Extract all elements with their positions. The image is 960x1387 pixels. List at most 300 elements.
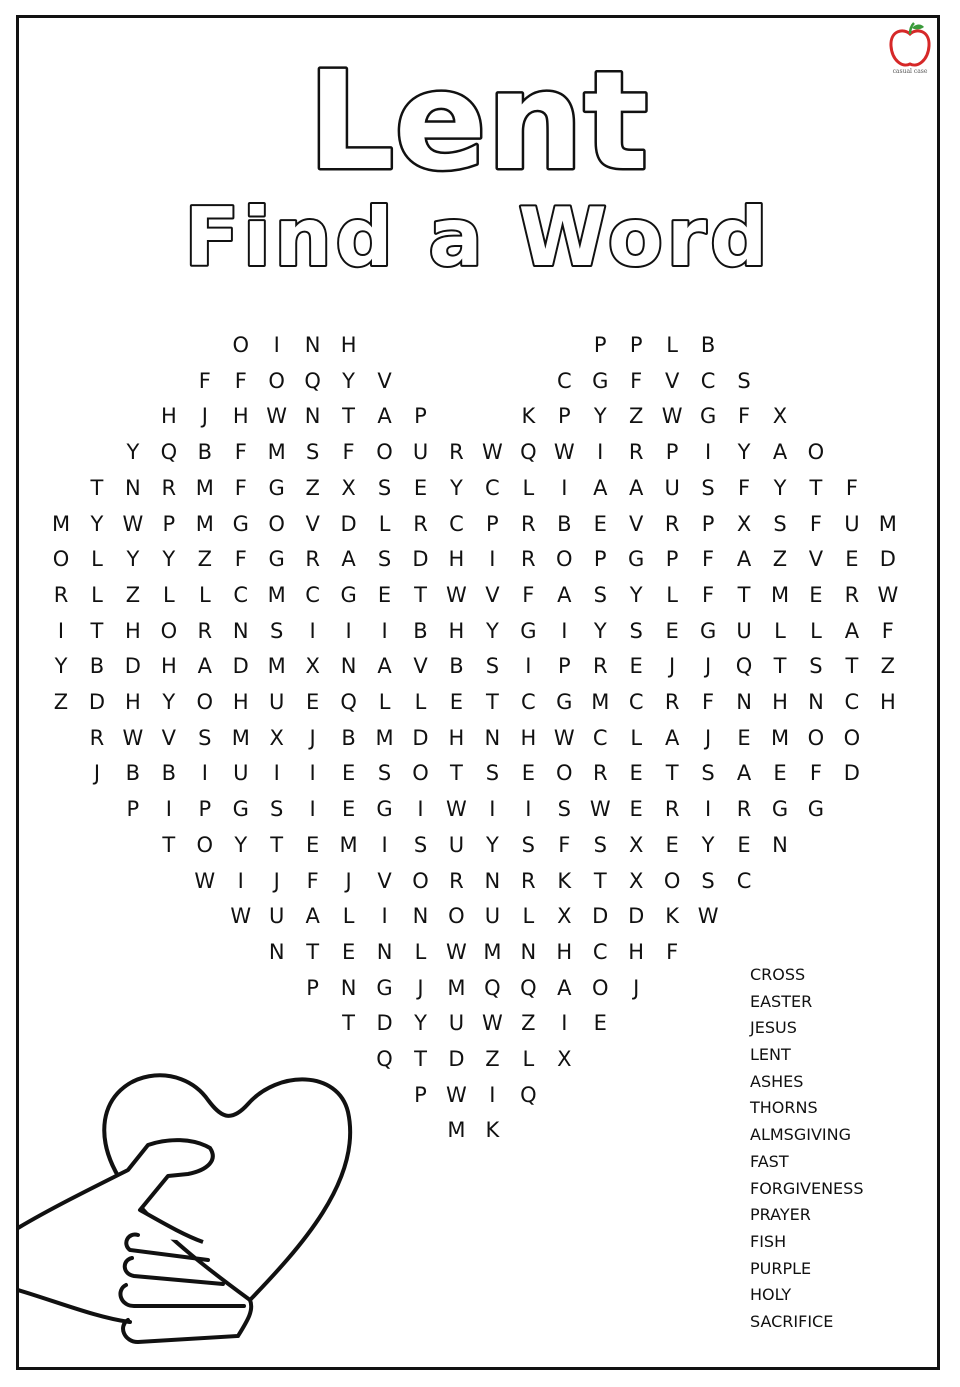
grid-letter: T	[270, 832, 284, 857]
grid-letter: G	[376, 797, 393, 822]
grid-letter: P	[198, 797, 212, 822]
word-list-item: PURPLE	[750, 1258, 812, 1278]
grid-letter: I	[489, 1082, 496, 1107]
grid-letter: C	[628, 690, 644, 714]
grid-letter: H	[124, 618, 141, 643]
grid-letter: P	[629, 333, 643, 357]
grid-letter: E	[449, 690, 464, 714]
grid-letter: I	[561, 1011, 568, 1036]
grid-letter: B	[197, 440, 212, 465]
page-title: Lent	[307, 43, 649, 201]
grid-letter: I	[704, 797, 712, 822]
grid-letter: U	[412, 440, 429, 465]
grid-letter: S	[377, 475, 392, 500]
grid-letter: N	[232, 618, 249, 643]
grid-letter: Q	[376, 1047, 393, 1071]
grid-letter: E	[593, 1011, 607, 1036]
grid-letter: Q	[160, 440, 178, 465]
grid-letter: S	[701, 761, 715, 786]
grid-letter: Y	[485, 618, 499, 643]
grid-letter: Z	[125, 582, 141, 607]
grid-letter: S	[485, 654, 500, 679]
grid-letter: E	[377, 582, 392, 607]
grid-letter: K	[665, 904, 680, 929]
grid-letter: H	[556, 939, 573, 964]
grid-letter: C	[485, 475, 500, 500]
grid-letter: N	[340, 975, 357, 1000]
grid-letter: E	[629, 761, 643, 786]
word-list-item: HOLY	[750, 1285, 792, 1305]
grid-letter: J	[633, 975, 640, 1000]
grid-letter: L	[198, 582, 211, 607]
grid-letter: Y	[162, 547, 176, 572]
grid-letter: P	[126, 797, 140, 822]
grid-letter: R	[592, 761, 608, 786]
grid-letter: B	[700, 333, 716, 357]
grid-letter: I	[345, 618, 352, 643]
grid-letter: W	[230, 904, 252, 929]
grid-letter: H	[448, 725, 465, 750]
grid-letter: Z	[197, 547, 212, 572]
grid-letter: L	[522, 1047, 535, 1071]
grid-letter: R	[89, 725, 105, 750]
grid-letter: X	[772, 404, 788, 429]
grid-letter: O	[448, 904, 465, 929]
grid-letter: M	[878, 511, 897, 536]
grid-letter: Y	[234, 832, 248, 857]
grid-letter: C	[233, 582, 249, 607]
grid-letter: N	[340, 654, 357, 679]
grid-letter: M	[231, 725, 250, 750]
grid-letter: A	[664, 725, 680, 750]
grid-letter: O	[591, 975, 609, 1000]
grid-letter: I	[57, 618, 65, 643]
grid-letter: L	[774, 618, 786, 643]
word-list-item: SACRIFICE	[750, 1311, 834, 1331]
grid-letter: S	[629, 618, 643, 643]
grid-letter: Y	[593, 404, 607, 429]
grid-letter: C	[305, 582, 320, 607]
grid-letter: F	[522, 582, 535, 607]
grid-letter: R	[305, 547, 320, 572]
grid-letter: P	[557, 654, 571, 679]
grid-letter: I	[597, 440, 604, 465]
grid-letter: J	[273, 868, 280, 893]
grid-letter: P	[306, 975, 319, 1000]
grid-letter: C	[844, 690, 860, 714]
grid-letter: Z	[772, 547, 788, 572]
grid-letter: Z	[53, 690, 69, 714]
grid-letter: H	[232, 404, 249, 429]
grid-letter: M	[591, 690, 610, 714]
grid-letter: E	[413, 475, 428, 500]
grid-letter: Q	[735, 654, 753, 679]
grid-letter: A	[377, 654, 392, 679]
grid-letter: B	[557, 511, 572, 536]
grid-letter: F	[198, 368, 211, 393]
grid-letter: I	[309, 761, 316, 786]
grid-letter: U	[484, 904, 501, 929]
grid-letter: D	[88, 690, 106, 714]
grid-letter: X	[557, 1047, 572, 1071]
grid-letter: B	[161, 761, 177, 786]
grid-letter: H	[628, 939, 645, 964]
grid-letter: J	[93, 761, 101, 786]
grid-letter: W	[446, 939, 467, 964]
grid-letter: S	[270, 797, 284, 822]
grid-letter: W	[482, 440, 503, 465]
grid-letter: W	[122, 511, 144, 536]
grid-letter: E	[341, 939, 356, 964]
grid-letter: C	[592, 939, 608, 964]
grid-letter: J	[669, 654, 676, 679]
grid-letter: G	[232, 511, 249, 536]
grid-letter: G	[268, 547, 285, 572]
grid-letter: T	[593, 868, 607, 893]
grid-letter: S	[701, 868, 715, 893]
grid-letter: A	[629, 475, 644, 500]
grid-letter: S	[737, 368, 751, 393]
grid-letter: G	[520, 618, 537, 643]
grid-letter: S	[809, 654, 823, 679]
grid-letter: W	[446, 582, 467, 607]
grid-letter: H	[520, 725, 537, 750]
grid-letter: N	[772, 832, 788, 857]
grid-letter: I	[309, 618, 316, 643]
grid-letter: Y	[414, 1011, 427, 1036]
grid-letter: R	[521, 868, 536, 893]
grid-letter: Q	[340, 690, 357, 714]
grid-letter: T	[306, 939, 320, 964]
grid-letter: R	[413, 511, 428, 536]
grid-letter: W	[661, 404, 683, 429]
grid-letter: T	[342, 404, 355, 429]
grid-letter: O	[376, 440, 393, 465]
grid-letter: V	[485, 582, 500, 607]
grid-letter: W	[553, 440, 575, 465]
grid-letter: A	[377, 404, 392, 429]
brand-label: casual case	[892, 68, 928, 75]
grid-letter: T	[450, 761, 463, 786]
grid-letter: O	[556, 547, 573, 572]
grid-letter: R	[736, 797, 752, 822]
grid-letter: F	[306, 868, 319, 893]
grid-letter: W	[446, 797, 467, 822]
grid-letter: F	[234, 440, 247, 465]
grid-letter: X	[557, 904, 572, 929]
grid-letter: W	[553, 725, 575, 750]
grid-letter: O	[196, 690, 214, 714]
grid-letter: T	[809, 475, 823, 500]
grid-letter: R	[449, 440, 464, 465]
grid-letter: P	[557, 404, 571, 429]
grid-letter: L	[522, 475, 535, 500]
grid-letter: R	[161, 475, 177, 500]
grid-letter: P	[414, 404, 427, 429]
grid-letter: O	[807, 440, 825, 465]
grid-letter: A	[772, 440, 788, 465]
grid-letter: T	[414, 582, 427, 607]
grid-letter: Q	[304, 368, 321, 393]
grid-letter: S	[198, 725, 212, 750]
grid-letter: F	[558, 832, 571, 857]
grid-letter: S	[557, 797, 571, 822]
grid-letter: F	[630, 368, 643, 393]
grid-letter: M	[195, 511, 214, 536]
grid-letter: R	[844, 582, 860, 607]
grid-letter: G	[556, 690, 573, 714]
grid-letter: M	[267, 440, 286, 465]
grid-letter: S	[773, 511, 787, 536]
grid-letter: P	[665, 547, 679, 572]
grid-letter: I	[561, 618, 568, 643]
grid-letter: R	[592, 654, 608, 679]
grid-letter: R	[664, 511, 680, 536]
grid-letter: A	[593, 475, 608, 500]
grid-letter: Y	[773, 475, 787, 500]
grid-letter: E	[629, 654, 643, 679]
grid-letter: F	[342, 440, 355, 465]
grid-letter: O	[232, 333, 250, 357]
word-list-item: PRAYER	[750, 1205, 811, 1225]
grid-letter: L	[91, 547, 103, 572]
grid-letter: G	[699, 404, 717, 429]
word-list-item: JESUS	[750, 1018, 797, 1038]
grid-letter: F	[234, 368, 247, 393]
grid-letter: P	[162, 511, 176, 536]
grid-letter: F	[738, 404, 751, 429]
grid-letter: R	[664, 797, 680, 822]
grid-letter: N	[808, 690, 824, 714]
grid-letter: D	[879, 547, 896, 572]
grid-letter: C	[736, 868, 752, 893]
grid-letter: C	[700, 368, 716, 393]
grid-letter: O	[268, 511, 285, 536]
grid-letter: D	[843, 761, 860, 786]
grid-letter: G	[699, 618, 717, 643]
word-list-item: FORGIVENESS	[750, 1178, 864, 1198]
grid-letter: T	[342, 1011, 355, 1036]
grid-letter: W	[589, 797, 611, 822]
word-list-item: ASHES	[750, 1071, 804, 1091]
grid-letter: W	[122, 725, 144, 750]
grid-letter: Y	[701, 832, 715, 857]
grid-letter: R	[664, 690, 680, 714]
grid-letter: M	[51, 511, 71, 536]
grid-letter: M	[447, 1118, 466, 1143]
grid-letter: N	[520, 939, 537, 964]
grid-letter: N	[736, 690, 752, 714]
grid-letter: U	[233, 761, 249, 786]
grid-letter: H	[124, 690, 141, 714]
grid-letter: E	[306, 690, 320, 714]
grid-letter: E	[665, 618, 679, 643]
grid-letter: E	[521, 761, 535, 786]
grid-letter: I	[165, 797, 172, 822]
grid-letter: Z	[880, 654, 896, 679]
grid-letter: H	[448, 618, 465, 643]
grid-letter: F	[666, 939, 679, 964]
grid-letter: U	[269, 690, 285, 714]
grid-letter: L	[342, 904, 355, 929]
grid-letter: B	[413, 618, 428, 643]
grid-letter: I	[273, 333, 280, 357]
grid-letter: D	[232, 654, 249, 679]
grid-letter: E	[845, 547, 859, 572]
grid-letter: U	[844, 511, 860, 536]
word-list-item: ALMSGIVING	[750, 1125, 851, 1145]
grid-letter: J	[309, 725, 316, 750]
grid-letter: J	[704, 654, 712, 679]
grid-letter: I	[561, 475, 568, 500]
grid-letter: F	[234, 547, 247, 572]
grid-letter: S	[270, 618, 284, 643]
grid-letter: Y	[162, 690, 176, 714]
grid-letter: O	[843, 725, 861, 750]
grid-letter: B	[341, 725, 356, 750]
grid-letter: S	[305, 440, 320, 465]
grid-letter: O	[807, 725, 825, 750]
grid-letter: E	[306, 832, 320, 857]
grid-letter: I	[381, 832, 388, 857]
grid-letter: I	[525, 654, 532, 679]
grid-letter: J	[417, 975, 424, 1000]
grid-letter: G	[268, 475, 285, 500]
grid-letter: P	[593, 333, 607, 357]
grid-letter: M	[267, 582, 286, 607]
grid-letter: S	[521, 832, 536, 857]
grid-letter: N	[376, 939, 393, 964]
grid-letter: S	[413, 832, 428, 857]
grid-letter: M	[195, 475, 214, 500]
grid-letter: Q	[520, 1082, 537, 1107]
grid-letter: A	[305, 904, 320, 929]
grid-letter: O	[412, 761, 429, 786]
grid-letter: D	[412, 547, 429, 572]
grid-letter: I	[273, 761, 280, 786]
grid-letter: P	[414, 1082, 427, 1107]
grid-letter: E	[629, 797, 643, 822]
grid-letter: J	[704, 725, 712, 750]
grid-letter: Y	[90, 511, 104, 536]
grid-letter: S	[593, 582, 607, 607]
grid-letter: M	[483, 939, 502, 964]
grid-letter: F	[702, 547, 715, 572]
grid-letter: A	[844, 618, 860, 643]
grid-letter: U	[269, 904, 285, 929]
grid-letter: H	[160, 654, 177, 679]
grid-letter: R	[628, 440, 644, 465]
grid-letter: Z	[628, 404, 644, 429]
grid-letter: O	[268, 368, 285, 393]
grid-letter: G	[232, 797, 249, 822]
grid-letter: M	[770, 725, 790, 750]
word-list	[750, 962, 920, 1336]
grid-letter: L	[162, 582, 175, 607]
grid-letter: V	[377, 368, 392, 393]
grid-letter: Y	[126, 440, 140, 465]
word-list-item: LENT	[750, 1045, 791, 1065]
grid-letter: C	[449, 511, 464, 536]
page-subtitle: Find a Word	[184, 191, 772, 284]
grid-letter: Q	[520, 440, 537, 465]
grid-letter: D	[124, 654, 141, 679]
grid-letter: K	[557, 868, 572, 893]
grid-letter: L	[378, 690, 391, 714]
grid-letter: N	[268, 939, 285, 964]
grid-letter: D	[448, 1047, 465, 1071]
grid-letter: Y	[126, 547, 140, 572]
grid-letter: N	[484, 868, 501, 893]
grid-letter: F	[234, 475, 247, 500]
grid-letter: M	[375, 725, 394, 750]
grid-letter: E	[773, 761, 787, 786]
grid-letter: D	[628, 904, 645, 929]
grid-letter: H	[879, 690, 896, 714]
word-list-item: EASTER	[750, 991, 813, 1011]
grid-letter: E	[665, 832, 679, 857]
grid-letter: S	[485, 761, 500, 786]
grid-letter: T	[162, 832, 176, 857]
grid-letter: K	[521, 404, 536, 429]
grid-letter: H	[232, 690, 249, 714]
grid-letter: T	[665, 761, 679, 786]
grid-letter: U	[736, 618, 752, 643]
grid-letter: F	[702, 690, 715, 714]
grid-letter: N	[125, 475, 141, 500]
grid-letter: H	[160, 404, 177, 429]
grid-letter: V	[377, 868, 392, 893]
grid-letter: O	[556, 761, 573, 786]
hand-holding-heart-icon	[18, 1060, 438, 1360]
grid-letter: W	[194, 868, 216, 893]
grid-letter: W	[697, 904, 719, 929]
grid-letter: I	[417, 797, 424, 822]
grid-letter: A	[557, 582, 572, 607]
grid-letter: O	[160, 618, 178, 643]
grid-letter: E	[341, 797, 356, 822]
grid-letter: C	[592, 725, 608, 750]
grid-letter: R	[197, 618, 213, 643]
grid-letter: F	[702, 582, 715, 607]
grid-letter: I	[704, 440, 712, 465]
grid-letter: R	[521, 511, 536, 536]
grid-letter: Y	[593, 618, 607, 643]
grid-letter: E	[593, 511, 607, 536]
grid-letter: Q	[520, 975, 537, 1000]
grid-letter: J	[345, 868, 352, 893]
grid-letter: D	[412, 725, 429, 750]
grid-letter: X	[628, 868, 644, 893]
grid-letter: Y	[342, 368, 355, 393]
grid-letter: F	[809, 761, 822, 786]
page-header	[0, 40, 960, 290]
grid-letter: G	[376, 975, 393, 1000]
grid-letter: C	[556, 368, 572, 393]
grid-letter: L	[414, 939, 427, 964]
grid-letter: V	[808, 547, 824, 572]
grid-letter: S	[377, 547, 392, 572]
grid-letter: A	[736, 547, 752, 572]
grid-letter: B	[89, 654, 105, 679]
grid-letter: O	[663, 868, 681, 893]
grid-letter: E	[737, 832, 751, 857]
grid-letter: D	[592, 904, 609, 929]
grid-letter: S	[377, 761, 392, 786]
grid-letter: H	[340, 333, 357, 357]
grid-letter: X	[305, 654, 320, 679]
grid-letter: I	[201, 761, 208, 786]
